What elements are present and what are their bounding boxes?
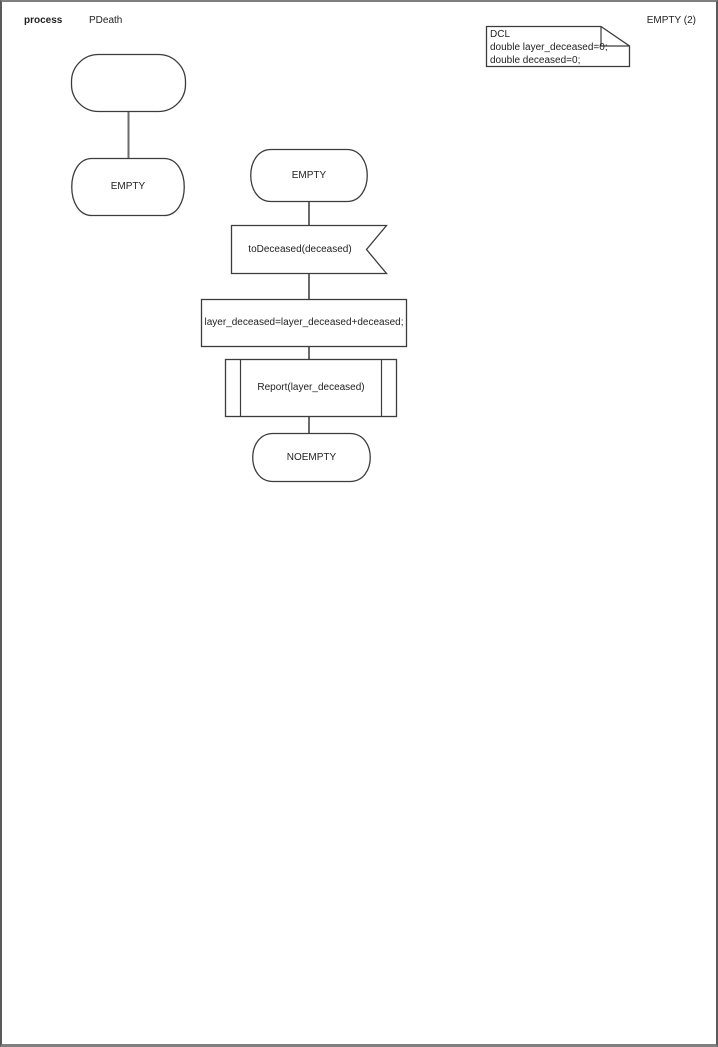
diagram-kind-label: process bbox=[24, 15, 63, 26]
state-noempty-label: NOEMPTY bbox=[286, 451, 337, 463]
input-signal-label: toDeceased(deceased) bbox=[248, 243, 352, 255]
declaration-line: double deceased=0; bbox=[490, 55, 581, 66]
start-symbol[interactable] bbox=[72, 55, 186, 112]
procedure-call-label: Report(layer_deceased) bbox=[257, 382, 365, 393]
state-empty-mid-label: EMPTY bbox=[291, 169, 327, 181]
declaration-line: DCL bbox=[490, 29, 511, 40]
declaration-line: double layer_deceased=0; bbox=[490, 42, 608, 53]
page-label: EMPTY (2) bbox=[646, 15, 696, 26]
state-empty-left-label: EMPTY bbox=[110, 180, 146, 192]
task-label: layer_deceased=layer_deceased+deceased; bbox=[204, 317, 404, 328]
declaration-text bbox=[490, 28, 608, 67]
process-name-label: PDeath bbox=[89, 15, 123, 26]
